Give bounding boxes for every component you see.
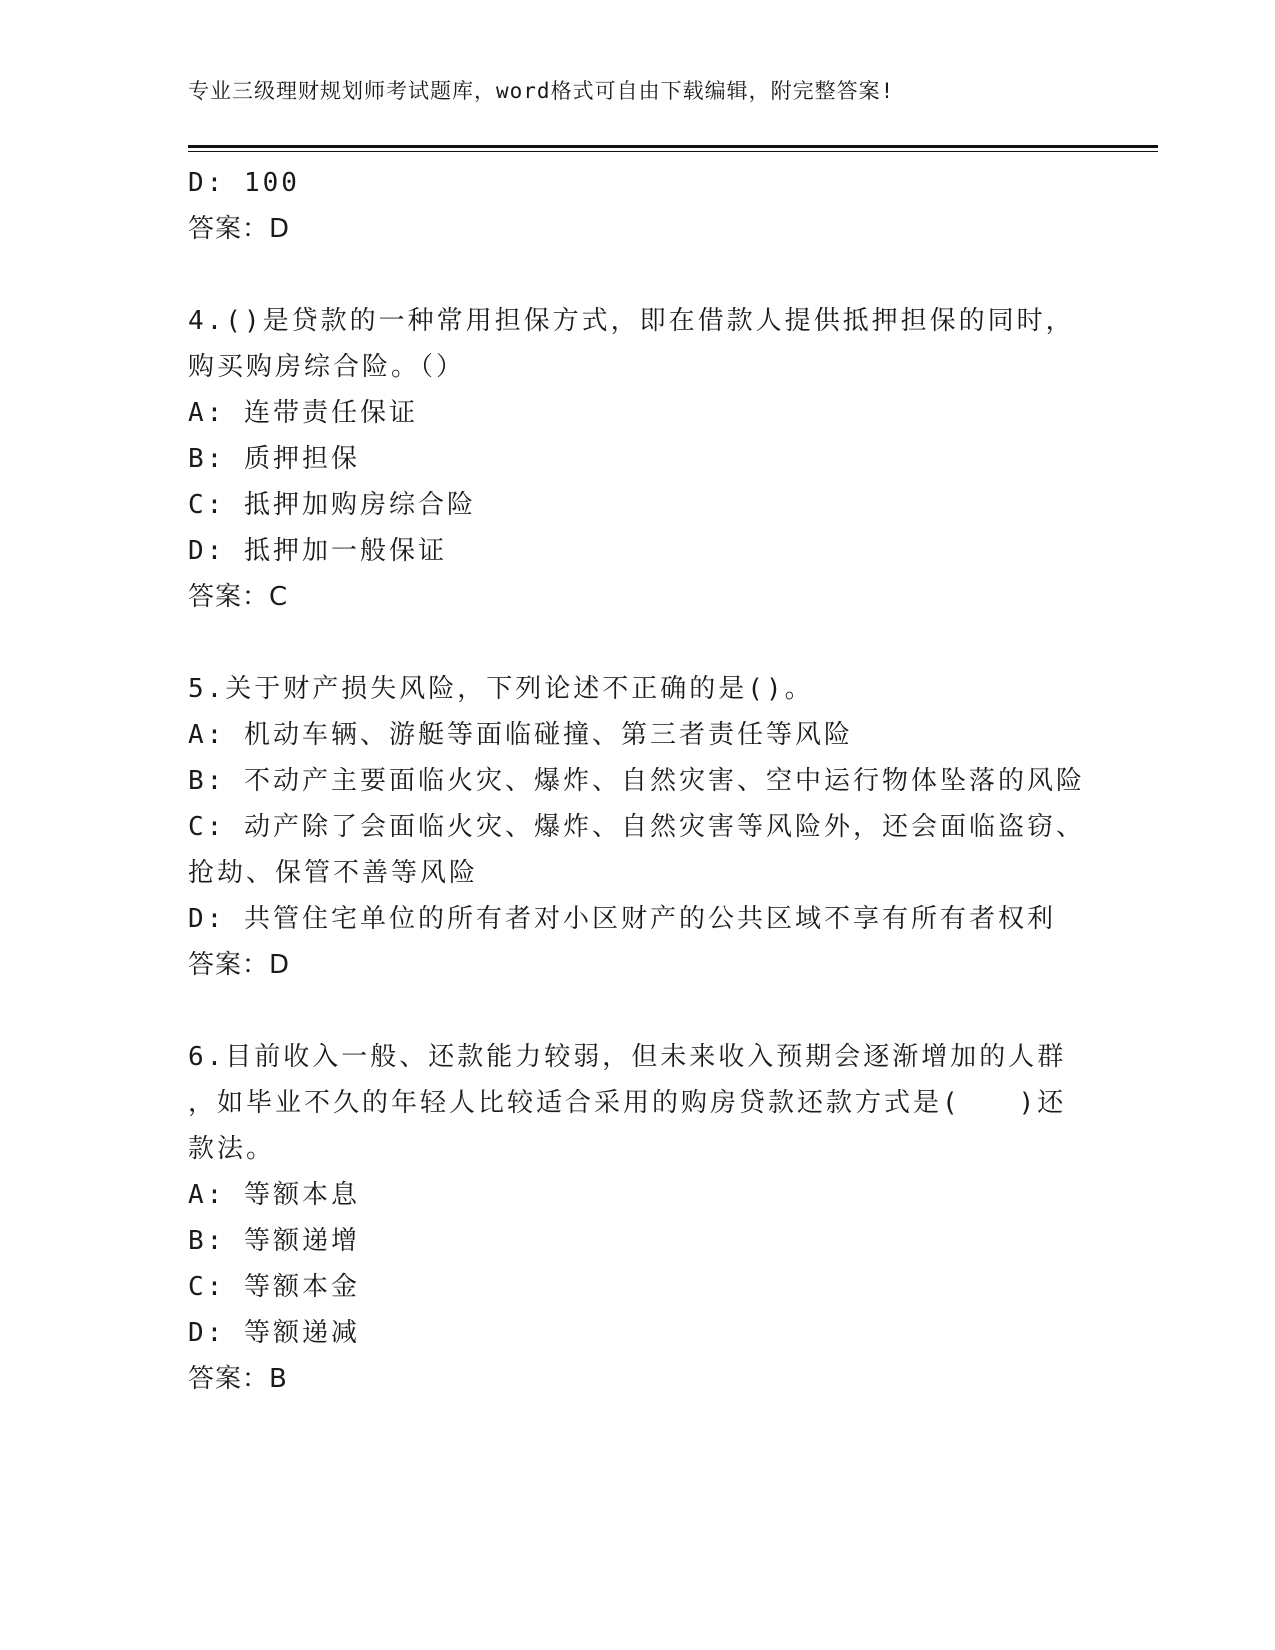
option-a: A: 连带责任保证: [188, 398, 418, 428]
option-d: D: 等额递减: [188, 1318, 360, 1348]
question-text-line: 5.关于财产损失风险，下列论述不正确的是()。: [188, 674, 814, 704]
option-b: B: 不动产主要面临火灾、爆炸、自然灾害、空中运行物体坠落的风险: [188, 766, 1085, 796]
page-header: 专业三级理财规划师考试题库，word格式可自由下载编辑，附完整答案!: [188, 79, 895, 103]
answer: 答案：C: [188, 582, 289, 612]
prev-option-d: D: 100: [188, 168, 300, 198]
option-c: C: 抵押加购房综合险: [188, 490, 476, 520]
answer: 答案：D: [188, 950, 291, 980]
document-content: [188, 160, 1088, 1402]
question-text-line: 款法。: [188, 1134, 276, 1164]
option-a: A: 机动车辆、游艇等面临碰撞、第三者责任等风险: [188, 720, 853, 750]
question-text-line: 4.()是贷款的一种常用担保方式，即在借款人提供抵押担保的同时，: [188, 306, 1075, 336]
option-a: A: 等额本息: [188, 1180, 360, 1210]
question-4: [188, 298, 1088, 620]
option-d: D: 共管住宅单位的所有者对小区财产的公共区域不享有所有者权利: [188, 904, 1056, 934]
question-text-line: ，如毕业不久的年轻人比较适合采用的购房贷款还款方式是( )还: [188, 1088, 1067, 1118]
header-rule-thick: [188, 145, 1158, 148]
question-6: [188, 1034, 1088, 1402]
option-c: C: 等额本金: [188, 1272, 360, 1302]
prev-answer: 答案：D: [188, 214, 291, 244]
question-5: [188, 666, 1088, 988]
question-text-line: 6.目前收入一般、还款能力较弱，但未来收入预期会逐渐增加的人群: [188, 1042, 1067, 1072]
header-rule-thin: [188, 151, 1158, 152]
option-c: C: 动产除了会面临火灾、爆炸、自然灾害等风险外，还会面临盗窃、: [188, 812, 1085, 842]
option-b: B: 质押担保: [188, 444, 360, 474]
option-c-continued: 抢劫、保管不善等风险: [188, 858, 479, 888]
option-b: B: 等额递增: [188, 1226, 360, 1256]
question-text-line: 购买购房综合险。（）: [188, 352, 466, 382]
answer: 答案：B: [188, 1364, 288, 1394]
option-d: D: 抵押加一般保证: [188, 536, 447, 566]
